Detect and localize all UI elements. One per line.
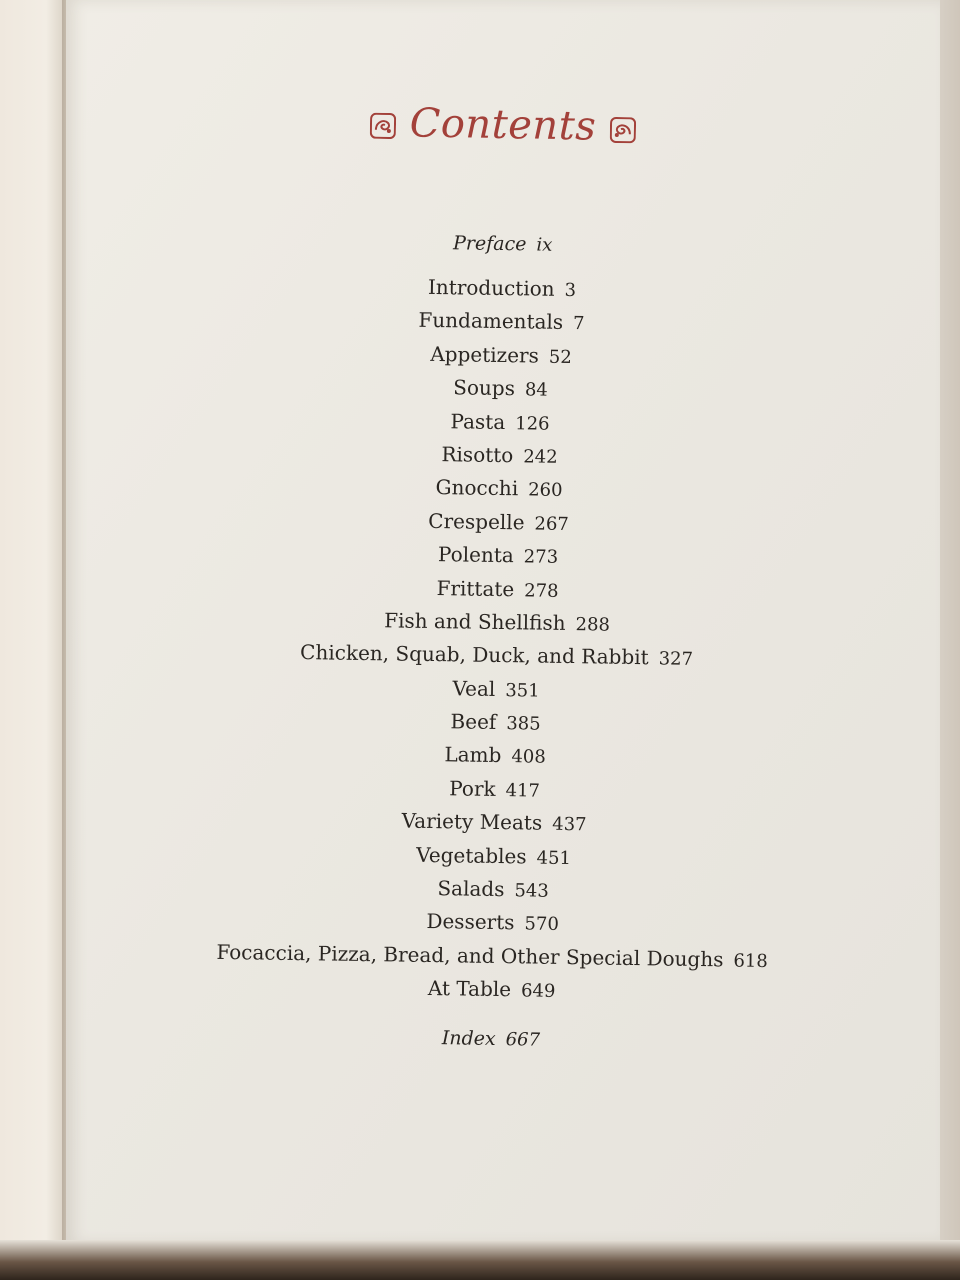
- toc-entry-page: 385: [506, 713, 541, 735]
- toc-entry-page: 437: [552, 814, 587, 836]
- toc-entry-title: Salads: [437, 876, 505, 902]
- facing-page-edge: [0, 0, 66, 1280]
- toc-entry-title: Focaccia, Pizza, Bread, and Other Special Doughs: [216, 939, 724, 972]
- toc-entry-page: 242: [523, 446, 558, 468]
- toc-entry-title: Veal: [452, 675, 496, 701]
- toc-entry-page: 351: [505, 679, 540, 702]
- toc-entry-index[interactable]: [54, 1016, 928, 1062]
- toc-entry-title: Appetizers: [430, 341, 540, 368]
- toc-entry-title: Soups: [453, 375, 516, 401]
- toc-entry-page: 408: [511, 746, 546, 769]
- table-of-contents: [54, 218, 940, 1063]
- toc-entry-title: Polenta: [437, 542, 514, 568]
- toc-entry-title: Pasta: [450, 408, 506, 434]
- toc-entry-title: Fish and Shellfish: [384, 608, 566, 635]
- toc-entry-page: 126: [515, 412, 550, 435]
- toc-entry-title: Beef: [450, 709, 497, 735]
- toc-entry-page: 451: [536, 847, 572, 869]
- toc-entry-page: 543: [514, 880, 549, 902]
- toc-entry-page: 278: [524, 579, 559, 602]
- toc-entry-page: 84: [524, 379, 548, 401]
- toc-entry-title: At Table: [427, 976, 512, 1002]
- toc-entry-page: 667: [505, 1028, 541, 1051]
- toc-entry-page: 273: [523, 546, 559, 568]
- toc-entry-title: Vegetables: [416, 842, 527, 869]
- toc-entry-page: 649: [520, 980, 556, 1003]
- contents-title: Contents: [409, 100, 597, 150]
- toc-entry-page: 3: [564, 279, 577, 302]
- toc-entry-title: Fundamentals: [418, 308, 564, 335]
- ornament-left-icon: [369, 113, 395, 139]
- toc-entry-title: Frittate: [436, 575, 515, 601]
- toc-entry-title: Gnocchi: [435, 475, 519, 501]
- toc-entry-page: 288: [575, 614, 611, 636]
- toc-entry-page: 267: [534, 513, 570, 535]
- background-edge: [938, 0, 960, 1280]
- toc-entry-page: 7: [572, 313, 585, 335]
- toc-entry-title: Chicken, Squab, Duck, and Rabbit: [299, 640, 649, 670]
- toc-entry-title: Introduction: [427, 274, 555, 301]
- toc-entry-title: Preface: [452, 232, 527, 256]
- toc-entry-title: Crespelle: [428, 508, 525, 535]
- ornament-right-icon: [610, 117, 636, 143]
- toc-entry-page: ix: [536, 234, 553, 256]
- toc-entry-title: Pork: [449, 776, 496, 801]
- contents-page: [66, 0, 940, 1244]
- toc-entry-page: 327: [658, 648, 694, 671]
- toc-entry-page: 570: [524, 913, 559, 936]
- toc-entry-title: Lamb: [444, 742, 502, 768]
- table-surface: [0, 1240, 960, 1280]
- toc-entry-title: Desserts: [426, 909, 515, 935]
- toc-entry-title: Risotto: [441, 442, 514, 468]
- toc-entry-page: 260: [528, 479, 563, 502]
- toc-entry-page: 52: [548, 346, 572, 368]
- toc-entry-title: Index: [441, 1026, 496, 1050]
- toc-entry-title: Variety Meats: [401, 808, 543, 835]
- toc-entry-page: 417: [505, 779, 541, 802]
- toc-entry-page: 618: [733, 950, 768, 972]
- contents-heading: [66, 94, 941, 155]
